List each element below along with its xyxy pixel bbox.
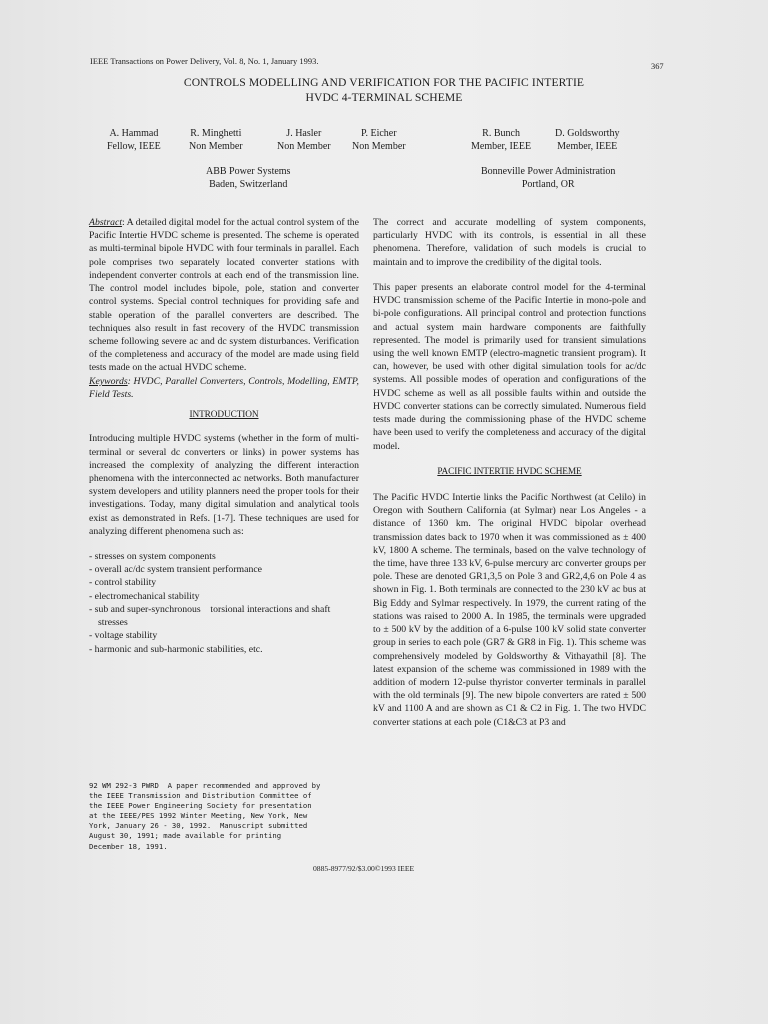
author-grade: Fellow, IEEE [107, 141, 161, 152]
list-item: - stresses on system components [89, 551, 216, 563]
right-paragraph-1: The correct and accurate modelling of system components, particularly HVDC with its controls, is essential in all these phenomena. Therefore, validation of such models is crucial to maintain and to improve the credibility of the digital tools. [373, 217, 646, 268]
left-column [89, 216, 359, 656]
author-grade: Non Member [189, 141, 243, 152]
author-grade: Member, IEEE [471, 141, 532, 152]
page-number: 367 [651, 62, 664, 71]
list-item: - harmonic and sub-harmonic stabilities, etc. [89, 643, 263, 655]
affiliation-org: Bonneville Power Administration [481, 166, 616, 177]
author-hasler [277, 127, 331, 153]
author-name: D. Goldsworthy [555, 128, 620, 139]
affiliation-place: Baden, Switzerland [209, 179, 288, 190]
footnote: 92 WM 292-3 PWRD A paper recommended and approved by the IEEE Transmission and Distribution Committee of the IEEE Power Engineering Society for presentation at the IEEE/PES 1992 Winter Meeting, New York, New York, January 26 - 30, 1992. Manuscript submitted August 30, 1991; made available for printing December 18, 1991. [89, 781, 321, 851]
author-name: R. Bunch [482, 128, 520, 139]
title-line-2: HVDC 4-TERMINAL SCHEME [305, 91, 463, 104]
phenomena-list [89, 550, 359, 656]
list-item: - voltage stability [89, 630, 158, 642]
abstract-text: : A detailed digital model for the actual control system of the Pacific Intertie HVDC scheme is presented. The scheme is operated as multi-terminal bipole HVDC with four terminals in parallel. Each pole comprises two separately located converter stations with independent converter controls at each end of the transmission line. The control model includes bipole, pole, station and converter control systems. Special control techniques for providing safe and stable operation of the parallel converters are described. The techniques also result in fast recovery of the HVDC transmission scheme following severe ac and dc system disturbances. Verification of the completeness and accuracy of the model are made using field tests made on the actual HVDC scheme. [89, 217, 359, 374]
intro-heading: INTRODUCTION [189, 410, 259, 421]
author-grade: Non Member [277, 141, 331, 152]
author-grade: Member, IEEE [557, 141, 618, 152]
issn-line: 0885-8977/92/$3.00©1993 IEEE [313, 864, 415, 873]
list-item: - control stability [89, 577, 157, 589]
right-paragraph-3: The Pacific HVDC Intertie links the Pacific Northwest (at Celilo) in Oregon with Southern California (at Sylmar) near Los Angeles - a distance of 1360 km. The original HVDC bipolar overhead transmission dates back to 1970 when it was commissioned as ± 400 kV, 1800 A scheme. The terminals, based on the valve technology of the time, have three 133 kV, 6-pulse mercury arc converter groups per pole. These are denoted GR1,3,5 on Pole 3 and GR2,4,6 on Pole 4 as shown in Fig. 1. Both terminals are connected to the 230 kV ac bus at Big Eddy and Sylmar respectively. In 1979, the current rating of the stations was raised to 2000 A. In 1985, the terminals were upgraded to ± 500 kV by the addition of a 6-pulse 100 kV solid state converter group in series to each pole (GR7 & GR8 in Fig. 1). This scheme was comprehensively modeled by Goldsworthy & Vithayathil [8]. The latest expansion of the scheme was commissioned in 1989 with the addition of modern 12-pulse thyristor converter terminals in parallel with the old terminals [9]. The new bipole converters are rated ± 500 kV and 1100 A and are shown as C1 & C2 in Fig. 1. The two HVDC converter stations at each pole (C1&C3 at P3 and [373, 491, 646, 728]
list-item: - sub and super-synchronous torsional interactions and shaft stresses [89, 603, 333, 629]
author-minghetti [189, 127, 243, 153]
affiliation-abb [206, 165, 290, 191]
keywords [89, 375, 359, 401]
author-bunch [471, 127, 531, 153]
affiliation-place: Portland, OR [521, 179, 575, 190]
title-line-1: CONTROLS MODELLING AND VERIFICATION FOR THE PACIFIC INTERTIE [183, 76, 585, 89]
affiliation-org: ABB Power Systems [206, 166, 291, 177]
list-item: - overall ac/dc system transient performance [89, 564, 262, 576]
author-eicher [352, 127, 406, 153]
author-name: A. Hammad [109, 128, 159, 139]
keywords-label: Keywords [89, 375, 128, 387]
intro-paragraph: Introducing multiple HVDC systems (whether in the form of multi-terminal or several dc converters or links) in power systems has increased the complexity of analyzing the different interaction phenomena with the interconnected ac networks. Both manufacturer system developers and utility planners need the proper tools for their investigations. Today, many digital simulation and analytical tools exist as demonstrated in Refs. [1-7]. These techniques are used for analyzing different phenomena such as: [89, 433, 359, 537]
right-column [373, 216, 646, 729]
keywords-text: : HVDC, Parallel Converters, Controls, Modelling, EMTP, Field Tests. [89, 375, 359, 400]
pacific-heading: PACIFIC INTERTIE HVDC SCHEME [437, 466, 582, 477]
author-goldsworthy [555, 127, 619, 153]
paper-title [0, 75, 768, 105]
affiliation-bpa [481, 165, 615, 191]
list-item: - electromechanical stability [89, 590, 200, 602]
author-grade: Non Member [352, 141, 406, 152]
author-name: P. Eicher [361, 128, 397, 139]
journal-header: IEEE Transactions on Power Delivery, Vol. 8, No. 1, January 1993. [90, 57, 319, 66]
abstract [89, 216, 359, 375]
abstract-label: Abstract [89, 217, 123, 228]
author-hammad [107, 127, 161, 153]
right-paragraph-2: This paper presents an elaborate control model for the 4-terminal HVDC transmission scheme of the Pacific Intertie in mono-pole and bi-pole configurations. All principal control and protection functions and actual system main hardware components are faithfully represented. The model is primarily used for transient simulations using the well known EMTP (electro-magnetic transient program). It can, however, be used with other digital simulation tools for ac/dc systems. All possible modes of operation and configurations of the HVDC scheme as well as all possible faults within and outside the HVDC converter stations can be correctly simulated. Numerous field tests made during the commissioning phase of the HVDC scheme have been used to verify the completeness and accuracy of the digital model. [373, 281, 646, 452]
author-name: J. Hasler [286, 128, 322, 139]
author-name: R. Minghetti [190, 128, 242, 139]
